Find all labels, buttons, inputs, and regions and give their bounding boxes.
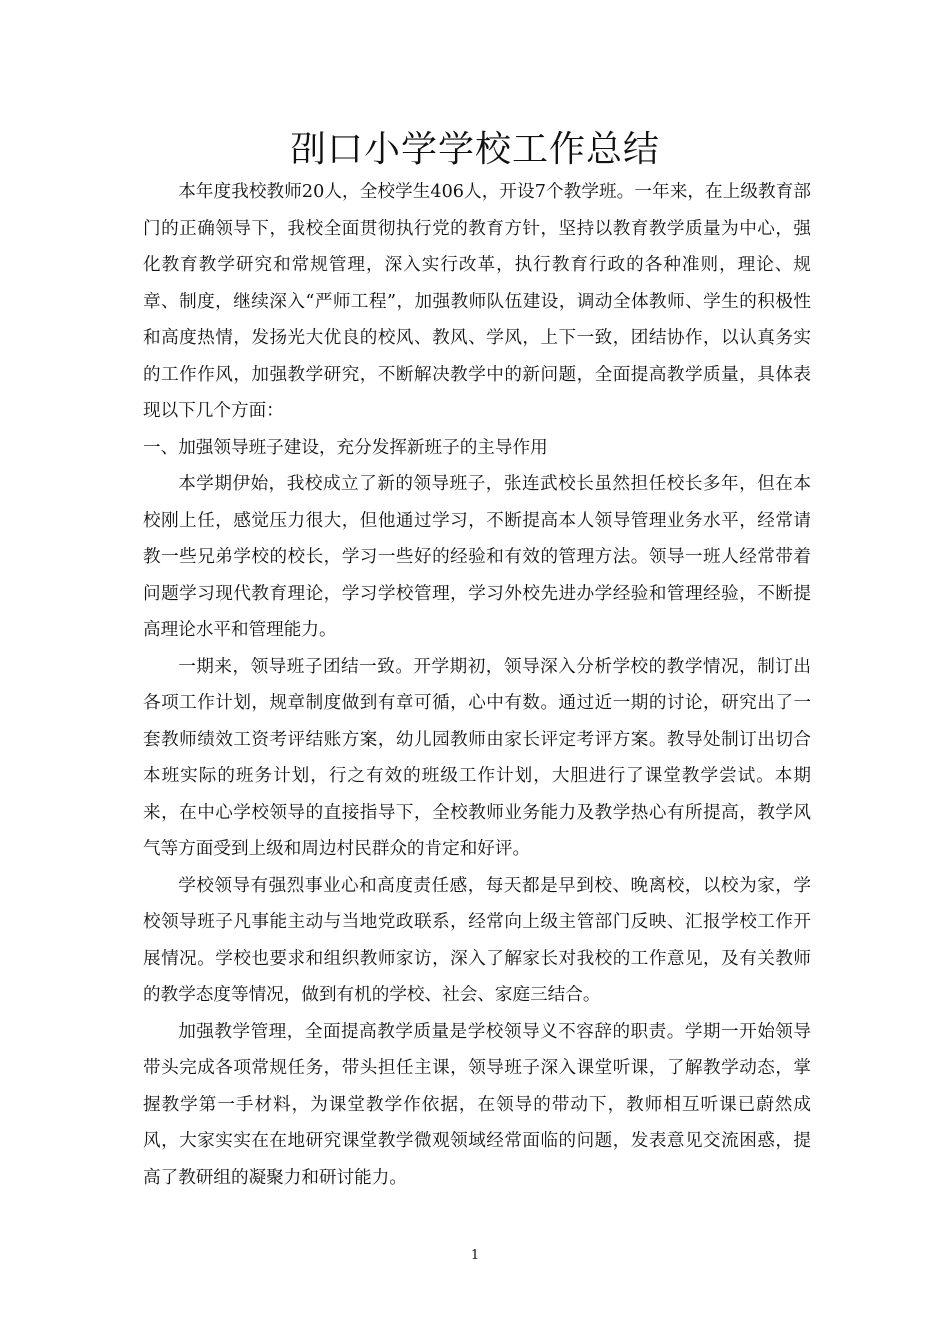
document-body bbox=[143, 174, 811, 1196]
paragraph-2: 一期来，领导班子团结一致。开学期初，领导深入分析学校的教学情况，制订出各项工作计划，规章制度做到有章可循，心中有数。通过近一期的讨论，研究出了一套教师绩效工资考评结账方案，幼儿园教师由家长评定考评方案。教导处制订出切合本班实际的班务计划，行之有效的班级工作计划，大胆进行了课堂教学尝试。本期来，在中心学校领导的直接指导下，全校教师业务能力及教学热心有所提高，教学风气等方面受到上级和周边村民群众的肯定和好评。 bbox=[143, 656, 811, 859]
paragraph-intro: 本年度我校教师20人，全校学生406人，开设7个教学班。一年来，在上级教育部门的正确领导下，我校全面贯彻执行党的教育方针，坚持以教育教学质量为中心，强化教育教学研究和常规管理，深入实行改革，执行教育行政的各种准则，理论、规章、制度，继续深入“严师工程”，加强教师队伍建设，调动全体教师、学生的积极性和高度热情，发扬光大优良的校风、教风、学风，上下一致，团结协作，以认真务实的工作作风，加强教学研究，不断解决教学中的新问题，全面提高教学质量，具体表现以下几个方面： bbox=[143, 182, 811, 421]
section-heading-1: 一、加强领导班子建设，充分发挥新班子的主导作用 bbox=[143, 437, 548, 458]
paragraph-1: 本学期伊始，我校成立了新的领导班子，张连武校长虽然担任校长多年，但在本校刚上任，感觉压力很大，但他通过学习，不断提高本人领导管理业务水平，经常请教一些兄弟学校的校长，学习一些好的经验和有效的管理方法。领导一班人经常带着问题学习现代教育理论，学习学校管理，学习外校先进办学经验和管理经验，不断提高理论水平和管理能力。 bbox=[143, 474, 811, 640]
page-number: 1 bbox=[470, 1248, 480, 1263]
paragraph-3: 学校领导有强烈事业心和高度责任感，每天都是早到校、晚离校，以校为家，学校领导班子凡事能主动与当地党政联系，经常向上级主管部门反映、汇报学校工作开展情况。学校也要求和组织教师家访，深入了解家长对我校的工作意见，及有关教师的教学态度等情况，做到有机的学校、社会、家庭三结合。 bbox=[143, 875, 811, 1005]
document-title: 刟口小学学校工作总结 bbox=[289, 129, 660, 170]
paragraph-4: 加强教学管理，全面提高教学质量是学校领导义不容辞的职责。学期一开始领导带头完成各项常规任务，带头担任主课，领导班子深入课堂听课，了解教学动态，掌握教学第一手材料，为课堂教学作依据，在领导的带动下，教师相互听课已蔚然成风，大家实实在在地研究课堂教学微观领域经常面临的问题，发表意见交流困惑，提高了教研组的凝聚力和研讨能力。 bbox=[143, 1021, 811, 1188]
